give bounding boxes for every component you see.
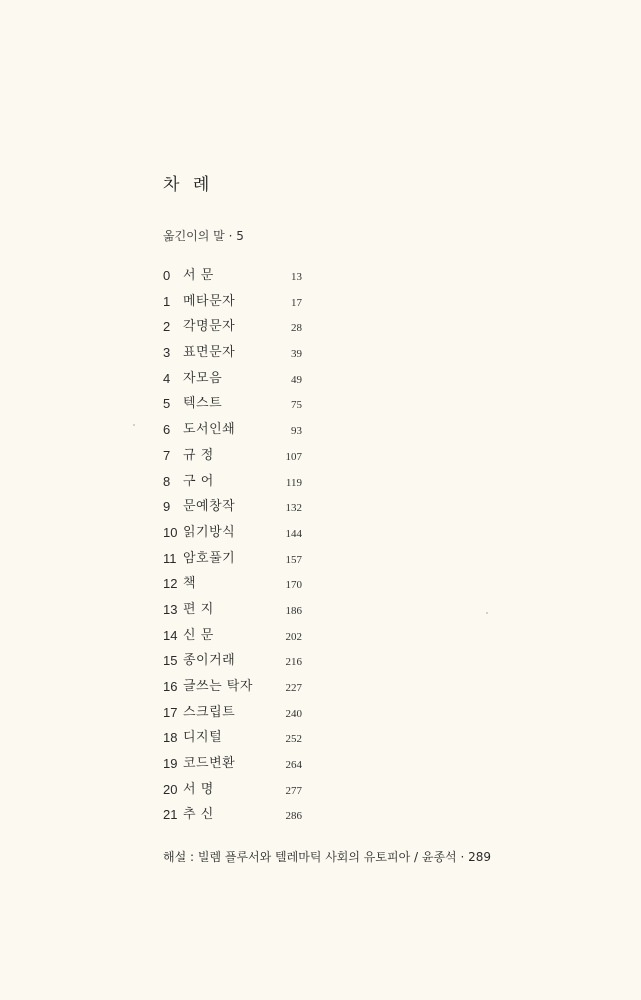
toc-item-title: 표면문자 — [183, 345, 236, 361]
toc-item-page: 132 — [285, 502, 302, 515]
toc-item-page: 240 — [285, 707, 302, 720]
toc-item — [163, 549, 323, 575]
toc-item-page: 17 — [291, 296, 302, 309]
toc-item-title: 자모음 — [183, 370, 223, 386]
commentary-entry: 해설 : 빌렘 플루서와 텔레마틱 사회의 유토피아 / 윤종석 · 289 — [163, 850, 491, 864]
toc-item-title: 스크립트 — [183, 704, 236, 720]
toc-item — [163, 626, 323, 652]
toc-item-title: 규 정 — [183, 447, 214, 463]
table-of-contents — [163, 266, 323, 831]
paper-speck — [133, 424, 135, 426]
toc-item-number: 2 — [163, 319, 171, 335]
toc-item — [163, 446, 323, 472]
toc-item-page: 286 — [285, 810, 302, 823]
toc-item-title: 구 어 — [183, 473, 214, 489]
toc-item-title: 텍스트 — [183, 396, 223, 412]
toc-item-title: 편 지 — [183, 601, 214, 617]
toc-item-title: 디지털 — [183, 730, 223, 746]
toc-item-title: 암호풀기 — [183, 550, 236, 566]
toc-item — [163, 677, 323, 703]
toc-item — [163, 780, 323, 806]
toc-item-page: 252 — [285, 733, 302, 746]
toc-item-title: 책 — [183, 576, 197, 592]
toc-item-number: 13 — [163, 601, 178, 617]
toc-item-page: 186 — [285, 604, 302, 617]
translator-note-entry: 옮긴이의 말 · 5 — [163, 229, 244, 243]
toc-item-number: 17 — [163, 704, 178, 720]
toc-item — [163, 343, 323, 369]
toc-item-page: 202 — [285, 630, 302, 643]
toc-item-title: 문예창작 — [183, 499, 236, 515]
toc-item-number: 1 — [163, 293, 171, 309]
toc-item-page: 216 — [285, 656, 302, 669]
toc-item-title: 도서인쇄 — [183, 422, 236, 438]
toc-item — [163, 600, 323, 626]
toc-item — [163, 394, 323, 420]
toc-item — [163, 574, 323, 600]
toc-item-number: 20 — [163, 781, 178, 797]
toc-item-page: 49 — [291, 373, 302, 386]
toc-item-number: 8 — [163, 473, 171, 489]
toc-item — [163, 266, 323, 292]
page-title: 차 례 — [163, 175, 214, 195]
toc-item-number: 21 — [163, 807, 178, 823]
toc-item — [163, 651, 323, 677]
toc-item — [163, 805, 323, 831]
toc-item-title: 읽기방식 — [183, 524, 236, 540]
toc-item-number: 11 — [163, 550, 177, 566]
toc-item-page: 13 — [291, 271, 302, 283]
toc-item-page: 264 — [285, 759, 302, 772]
toc-item-number: 18 — [163, 730, 178, 746]
toc-item-number: 7 — [163, 447, 171, 463]
toc-item — [163, 292, 323, 318]
toc-item-page: 144 — [285, 527, 302, 540]
toc-item-page: 119 — [285, 476, 302, 489]
toc-item-page: 39 — [291, 348, 302, 361]
toc-item-number: 15 — [163, 653, 178, 669]
toc-item-number: 12 — [163, 576, 178, 592]
toc-item — [163, 472, 323, 498]
toc-item-number: 16 — [163, 679, 178, 694]
toc-item-number: 4 — [163, 370, 171, 386]
toc-item-title: 신 문 — [183, 627, 214, 643]
toc-item — [163, 497, 323, 523]
toc-item-page: 107 — [285, 450, 302, 463]
toc-item-title: 종이거래 — [183, 653, 236, 669]
toc-item-title: 글쓰는 탁자 — [183, 679, 253, 694]
toc-item-title: 코드변환 — [183, 756, 236, 772]
toc-item-title: 메타문자 — [183, 293, 236, 309]
toc-item-number: 19 — [163, 756, 178, 772]
toc-item-number: 0 — [163, 268, 171, 283]
toc-item-number: 5 — [163, 396, 171, 412]
toc-item-page: 28 — [291, 322, 302, 335]
toc-item-page: 157 — [285, 553, 302, 566]
toc-item-number: 14 — [163, 627, 178, 643]
toc-item-page: 93 — [291, 425, 302, 438]
toc-item-number: 6 — [163, 422, 171, 438]
toc-item-page: 227 — [285, 682, 302, 694]
toc-item — [163, 728, 323, 754]
toc-item-page: 75 — [291, 399, 302, 412]
toc-item — [163, 420, 323, 446]
toc-item — [163, 317, 323, 343]
toc-item — [163, 703, 323, 729]
toc-item-number: 9 — [163, 499, 171, 515]
toc-item — [163, 523, 323, 549]
toc-item — [163, 754, 323, 780]
toc-item-page: 170 — [285, 579, 302, 592]
toc-item-title: 추 신 — [183, 807, 214, 823]
paper-speck — [486, 612, 488, 614]
toc-item-page: 277 — [285, 784, 302, 797]
toc-item-title: 서 명 — [183, 781, 214, 797]
toc-item-title: 서 문 — [183, 268, 214, 283]
toc-item-title: 각명문자 — [183, 319, 236, 335]
toc-item — [163, 369, 323, 395]
toc-item-number: 3 — [163, 345, 171, 361]
toc-item-number: 10 — [163, 524, 178, 540]
